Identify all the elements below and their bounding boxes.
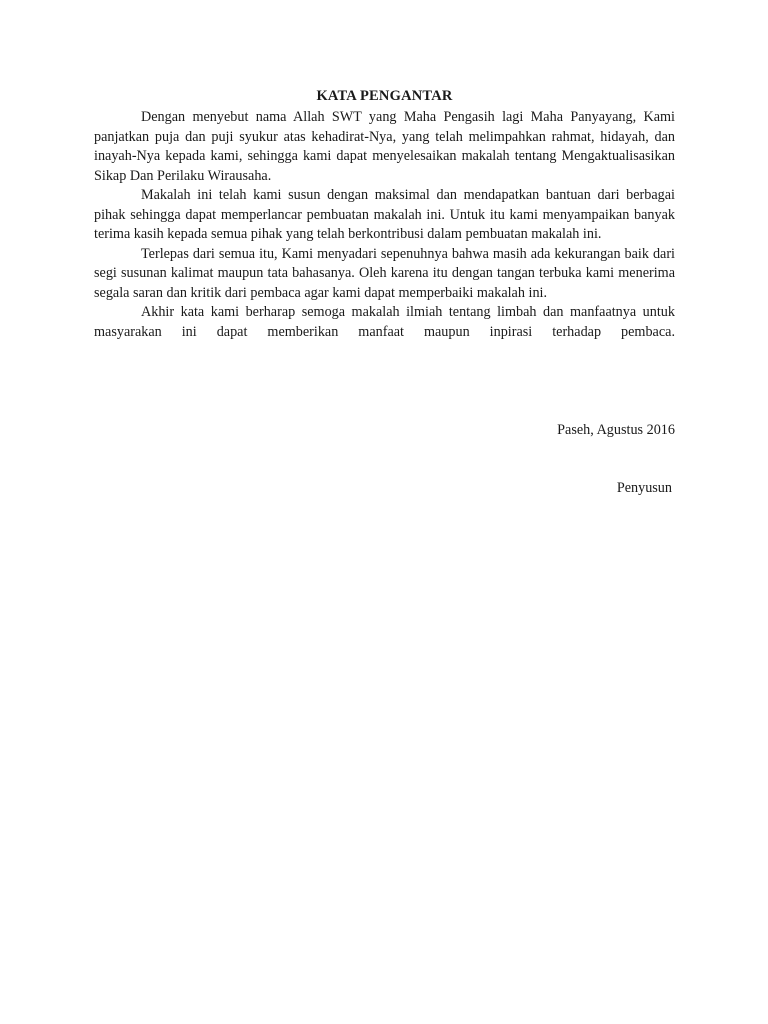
paragraph-4: Akhir kata kami berharap semoga makalah ilmiah tentang limbah dan manfaatnya untuk masyarakan ini dapat memberikan manfaat maupun inpirasi terhadap pembaca. (94, 304, 675, 340)
paragraph-3: Terlepas dari semua itu, Kami menyadari sepenuhnya bahwa masih ada kekurangan baik dari segi susunan kalimat maupun tata bahasanya. Oleh karena itu dengan tangan terbuka kami menerima segala saran dan kritik dari pembaca agar kami dapat memperbaiki makalah ini. (94, 245, 675, 301)
place-date: Paseh, Agustus 2016 (557, 422, 675, 438)
signer-label: Penyusun (616, 480, 672, 496)
paragraph-1: Dengan menyebut nama Allah SWT yang Maha Pengasih lagi Maha Panyayang, Kami panjatkan puja dan puji syukur atas kehadirat-Nya, yang telah melimpahkan rahmat, hidayah, dan inayah-Nya kepada kami, sehingga kami dapat menyelesaikan makalah tentang Mengaktualisasikan Sikap Dan Perilaku Wirausaha. (94, 109, 675, 184)
document-body (94, 86, 675, 342)
page-title: KATA PENGANTAR (316, 88, 453, 104)
paragraph-2: Makalah ini telah kami susun dengan maksimal dan mendapatkan bantuan dari berbagai pihak sehingga dapat memperlancar pembuatan makalah ini. Untuk itu kami menyampaikan banyak terima kasih kepada semua pihak yang telah berkontribusi dalam pembuatan makalah ini. (94, 187, 675, 242)
